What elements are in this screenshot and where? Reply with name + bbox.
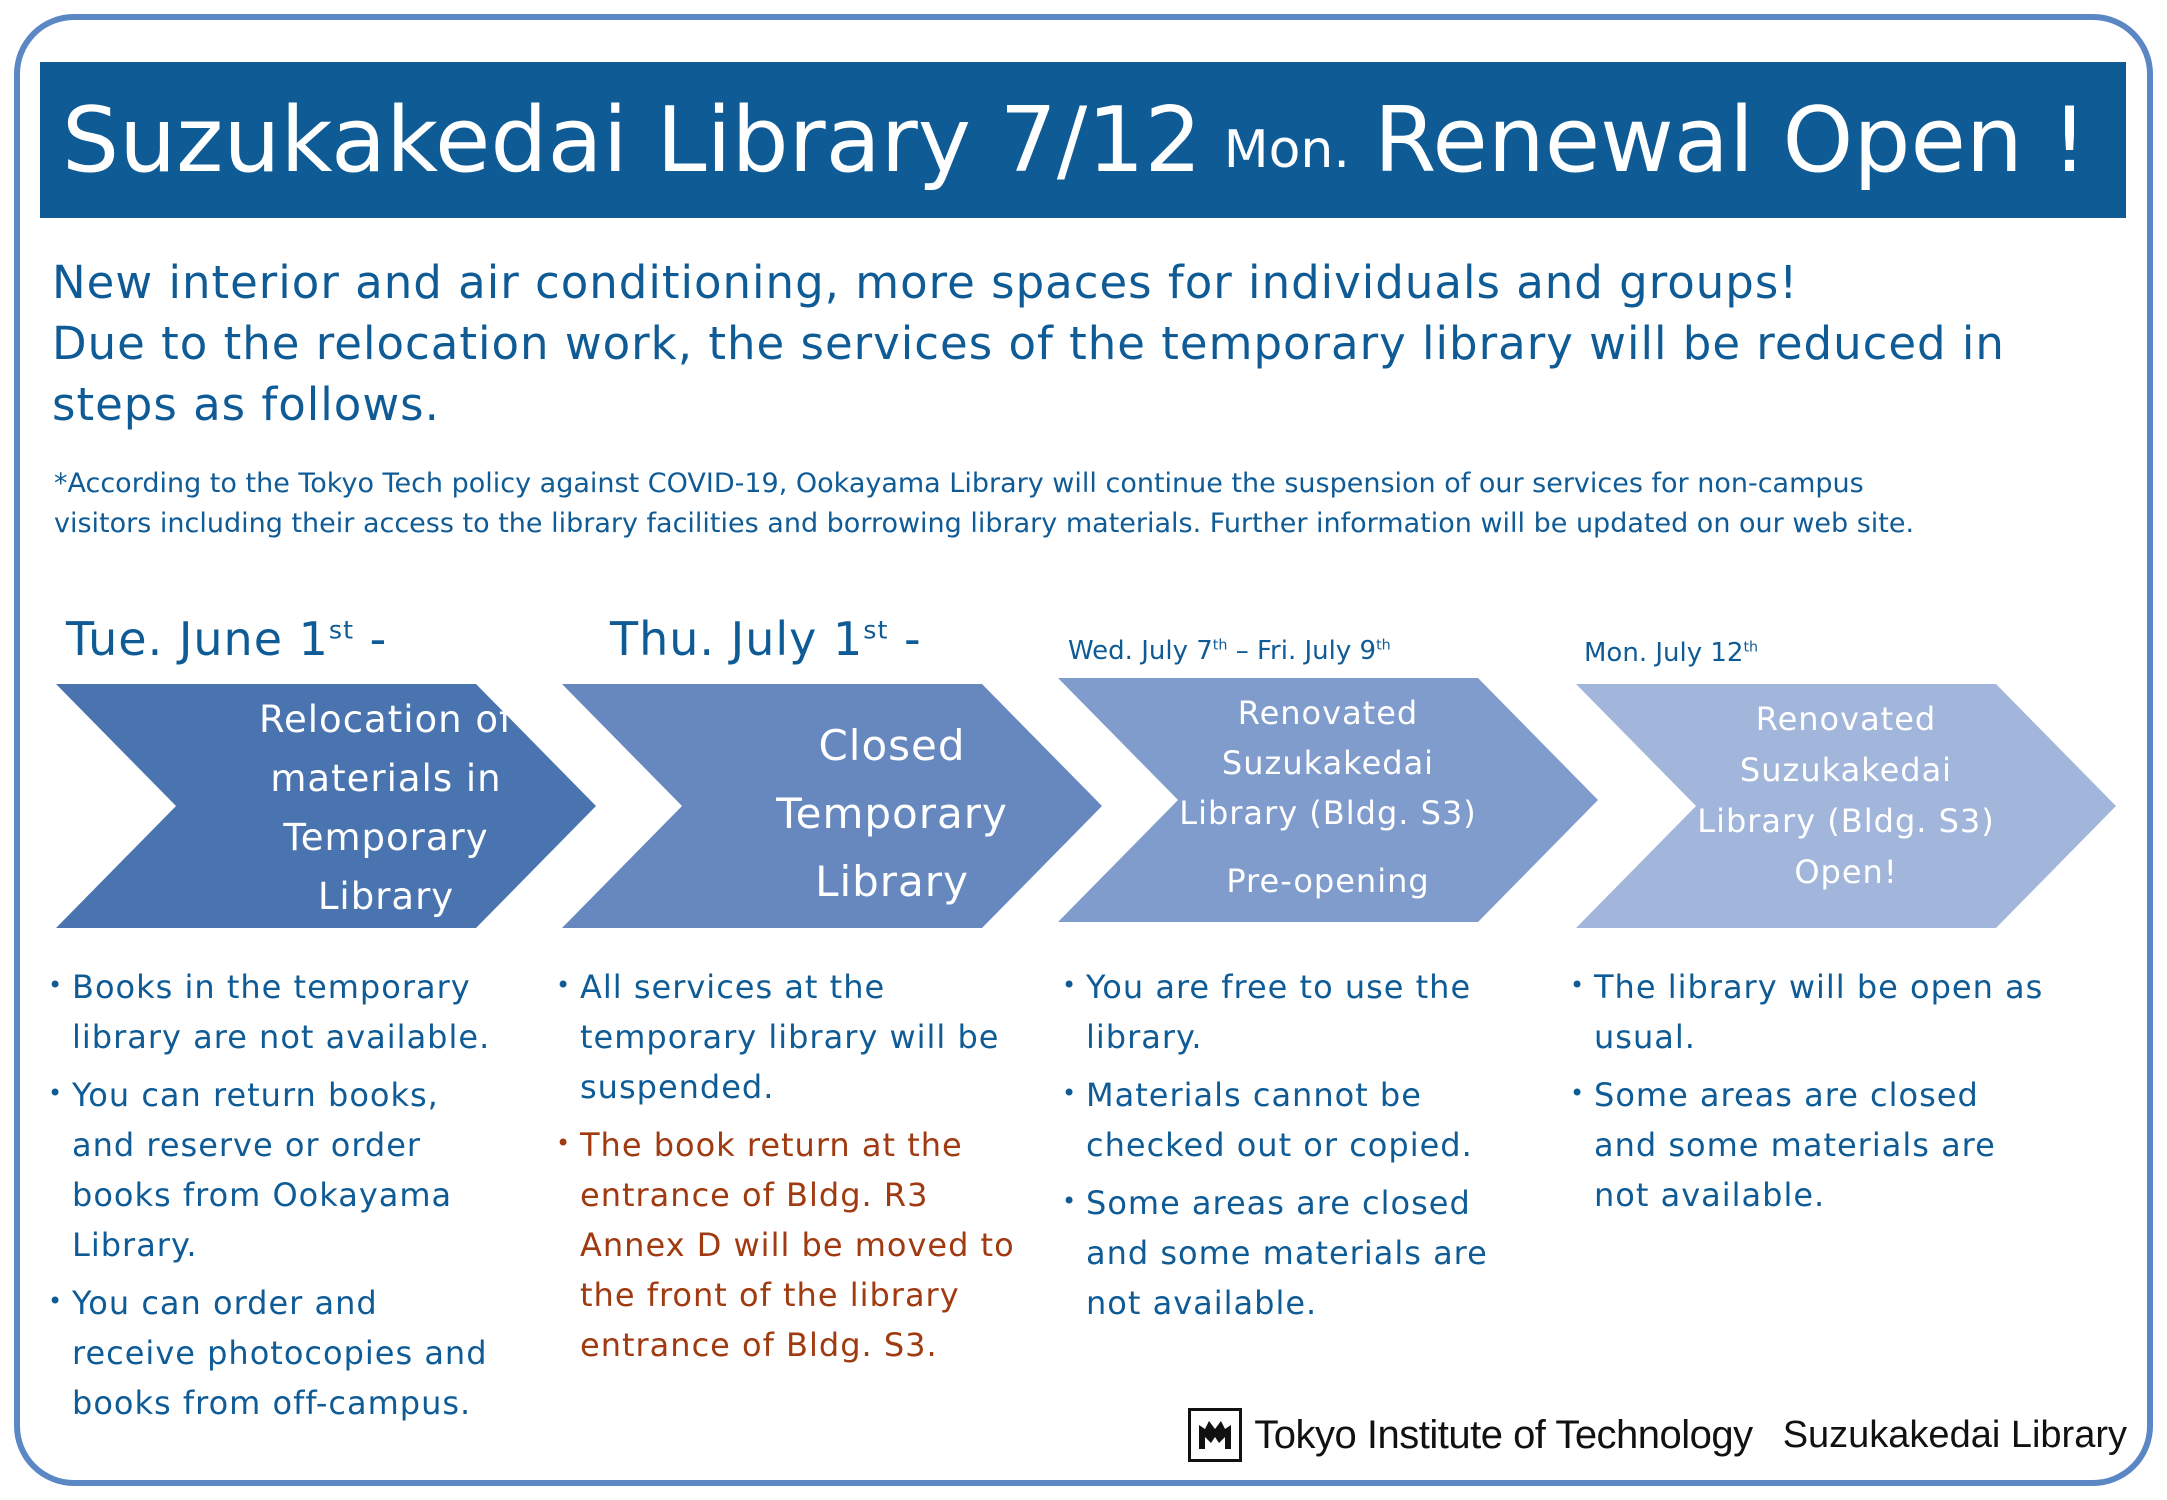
- arrow-label-line: Suzukakedai: [1739, 751, 1953, 789]
- tokyo-tech-logo-icon: [1188, 1408, 1242, 1462]
- step2-date-text: Thu. July 1: [610, 612, 864, 666]
- bullet-text: You can return books, and reserve or order books from Ookayama Library.: [72, 1076, 453, 1264]
- step1-date: [66, 612, 387, 666]
- arrow-label-line: Renovated: [1237, 694, 1419, 732]
- bullet-text: The library will be open as usual.: [1594, 968, 2044, 1056]
- arrow-label-line: Temporary: [776, 789, 1008, 838]
- bullet-text: Some areas are closed and some materials are not available.: [1594, 1076, 1996, 1214]
- step1-arrow-label: [186, 690, 586, 926]
- step3-date-start: Wed. July 7: [1068, 636, 1213, 666]
- banner-title: [40, 62, 2126, 218]
- step2-date-sup: st: [863, 615, 889, 645]
- arrow-label-line: materials in: [270, 757, 502, 800]
- list-item: • The book return at the entrance of Bldg. R3 Annex D will be moved to the front of the library entrance of Bldg. S3.: [556, 1126, 1015, 1364]
- step3-date-end: – Fri. July 9: [1227, 636, 1377, 666]
- list-item: • Some areas are closed and some materials are not available.: [1570, 1076, 1996, 1214]
- step4-date: [1584, 638, 1758, 668]
- list-item: • The library will be open as usual.: [1570, 968, 2044, 1056]
- arrow-label-line: Library: [317, 875, 455, 918]
- banner-title-end: Renewal Open !: [1373, 87, 2088, 193]
- arrow-label-line: Closed: [818, 721, 966, 770]
- step1-date-text: Tue. June 1: [66, 612, 329, 666]
- arrow-label-line: Temporary: [283, 816, 489, 859]
- step2-arrow: [562, 684, 1102, 928]
- institute-name: Tokyo Institute of Technology: [1254, 1412, 1753, 1457]
- step2-date-end: -: [888, 612, 922, 666]
- step3-date-start-sup: th: [1212, 637, 1228, 654]
- covid-note: [54, 464, 2104, 544]
- arrow-label-line: Pre-opening: [1226, 862, 1430, 900]
- intro-line: New interior and air conditioning, more spaces for individuals and groups!: [52, 256, 1799, 309]
- footer: [1188, 1408, 2127, 1462]
- banner-title-main: Suzukakedai Library 7/12: [62, 87, 1202, 193]
- step3-arrow: [1058, 678, 1598, 922]
- bullet-text: Books in the temporary library are not available.: [72, 968, 491, 1056]
- step1-date-end: -: [354, 612, 388, 666]
- step4-date-text: Mon. July 12: [1584, 638, 1744, 668]
- list-item: • You can return books, and reserve or order books from Ookayama Library.: [48, 1076, 453, 1264]
- list-item: • All services at the temporary library will be suspended.: [556, 968, 1000, 1106]
- library-name: Suzukakedai Library: [1782, 1413, 2127, 1456]
- bullet-text: You can order and receive photocopies and books from off-campus.: [72, 1284, 488, 1422]
- bullet-text: The book return at the entrance of Bldg. R3 Annex D will be moved to the front of the library entrance of Bldg. S3.: [580, 1126, 1015, 1364]
- bullet-text: You are free to use the library.: [1086, 968, 1472, 1056]
- bullet-text: Some areas are closed and some materials are not available.: [1086, 1184, 1488, 1322]
- note-line: visitors including their access to the library facilities and borrowing library materials. Further information will be updated on our web site.: [54, 508, 1915, 539]
- step3-bullets: [1062, 962, 1532, 1336]
- step2-bullets: [556, 962, 1026, 1378]
- note-line: *According to the Tokyo Tech policy against COVID-19, Ookayama Library will continue the suspension of our services for non-campus: [54, 468, 1864, 499]
- arrow-label-line: Suzukakedai: [1221, 744, 1435, 782]
- list-item: • Some areas are closed and some materials are not available.: [1062, 1184, 1488, 1322]
- list-item: • Materials cannot be checked out or copied.: [1062, 1076, 1473, 1164]
- bullet-text: All services at the temporary library will be suspended.: [580, 968, 1000, 1106]
- step3-arrow-label: [1158, 688, 1498, 906]
- arrow-label-line: Library (Bldg. S3): [1697, 802, 1995, 840]
- step1-date-sup: st: [328, 615, 354, 645]
- intro-line: Due to the relocation work, the services of the temporary library will be reduced in: [52, 317, 2005, 370]
- intro-line: steps as follows.: [52, 378, 440, 431]
- arrow-label-line: Renovated: [1755, 700, 1937, 738]
- step1-arrow: [56, 684, 596, 928]
- list-item: • You are free to use the library.: [1062, 968, 1472, 1056]
- step4-arrow-label: [1676, 694, 2016, 898]
- step2-date: [610, 612, 922, 666]
- step1-bullets: [48, 962, 508, 1436]
- arrow-label-line: Library: [815, 857, 969, 906]
- step3-date-end-sup: th: [1376, 637, 1391, 654]
- step4-arrow: [1576, 684, 2116, 928]
- arrow-label-line: Open!: [1794, 853, 1898, 891]
- step3-date: [1068, 636, 1391, 666]
- arrow-label-line: Library (Bldg. S3): [1179, 794, 1477, 832]
- arrow-label-line: Relocation of: [258, 698, 514, 741]
- intro-text: [52, 252, 2052, 435]
- banner-title-day: Mon.: [1223, 120, 1350, 180]
- bullet-text: Materials cannot be checked out or copied.: [1086, 1076, 1473, 1164]
- list-item: • You can order and receive photocopies and books from off-campus.: [48, 1284, 488, 1422]
- list-item: • Books in the temporary library are not available.: [48, 968, 491, 1056]
- step2-arrow-label: [682, 712, 1102, 916]
- step4-date-sup: th: [1743, 639, 1759, 656]
- step4-bullets: [1570, 962, 2050, 1228]
